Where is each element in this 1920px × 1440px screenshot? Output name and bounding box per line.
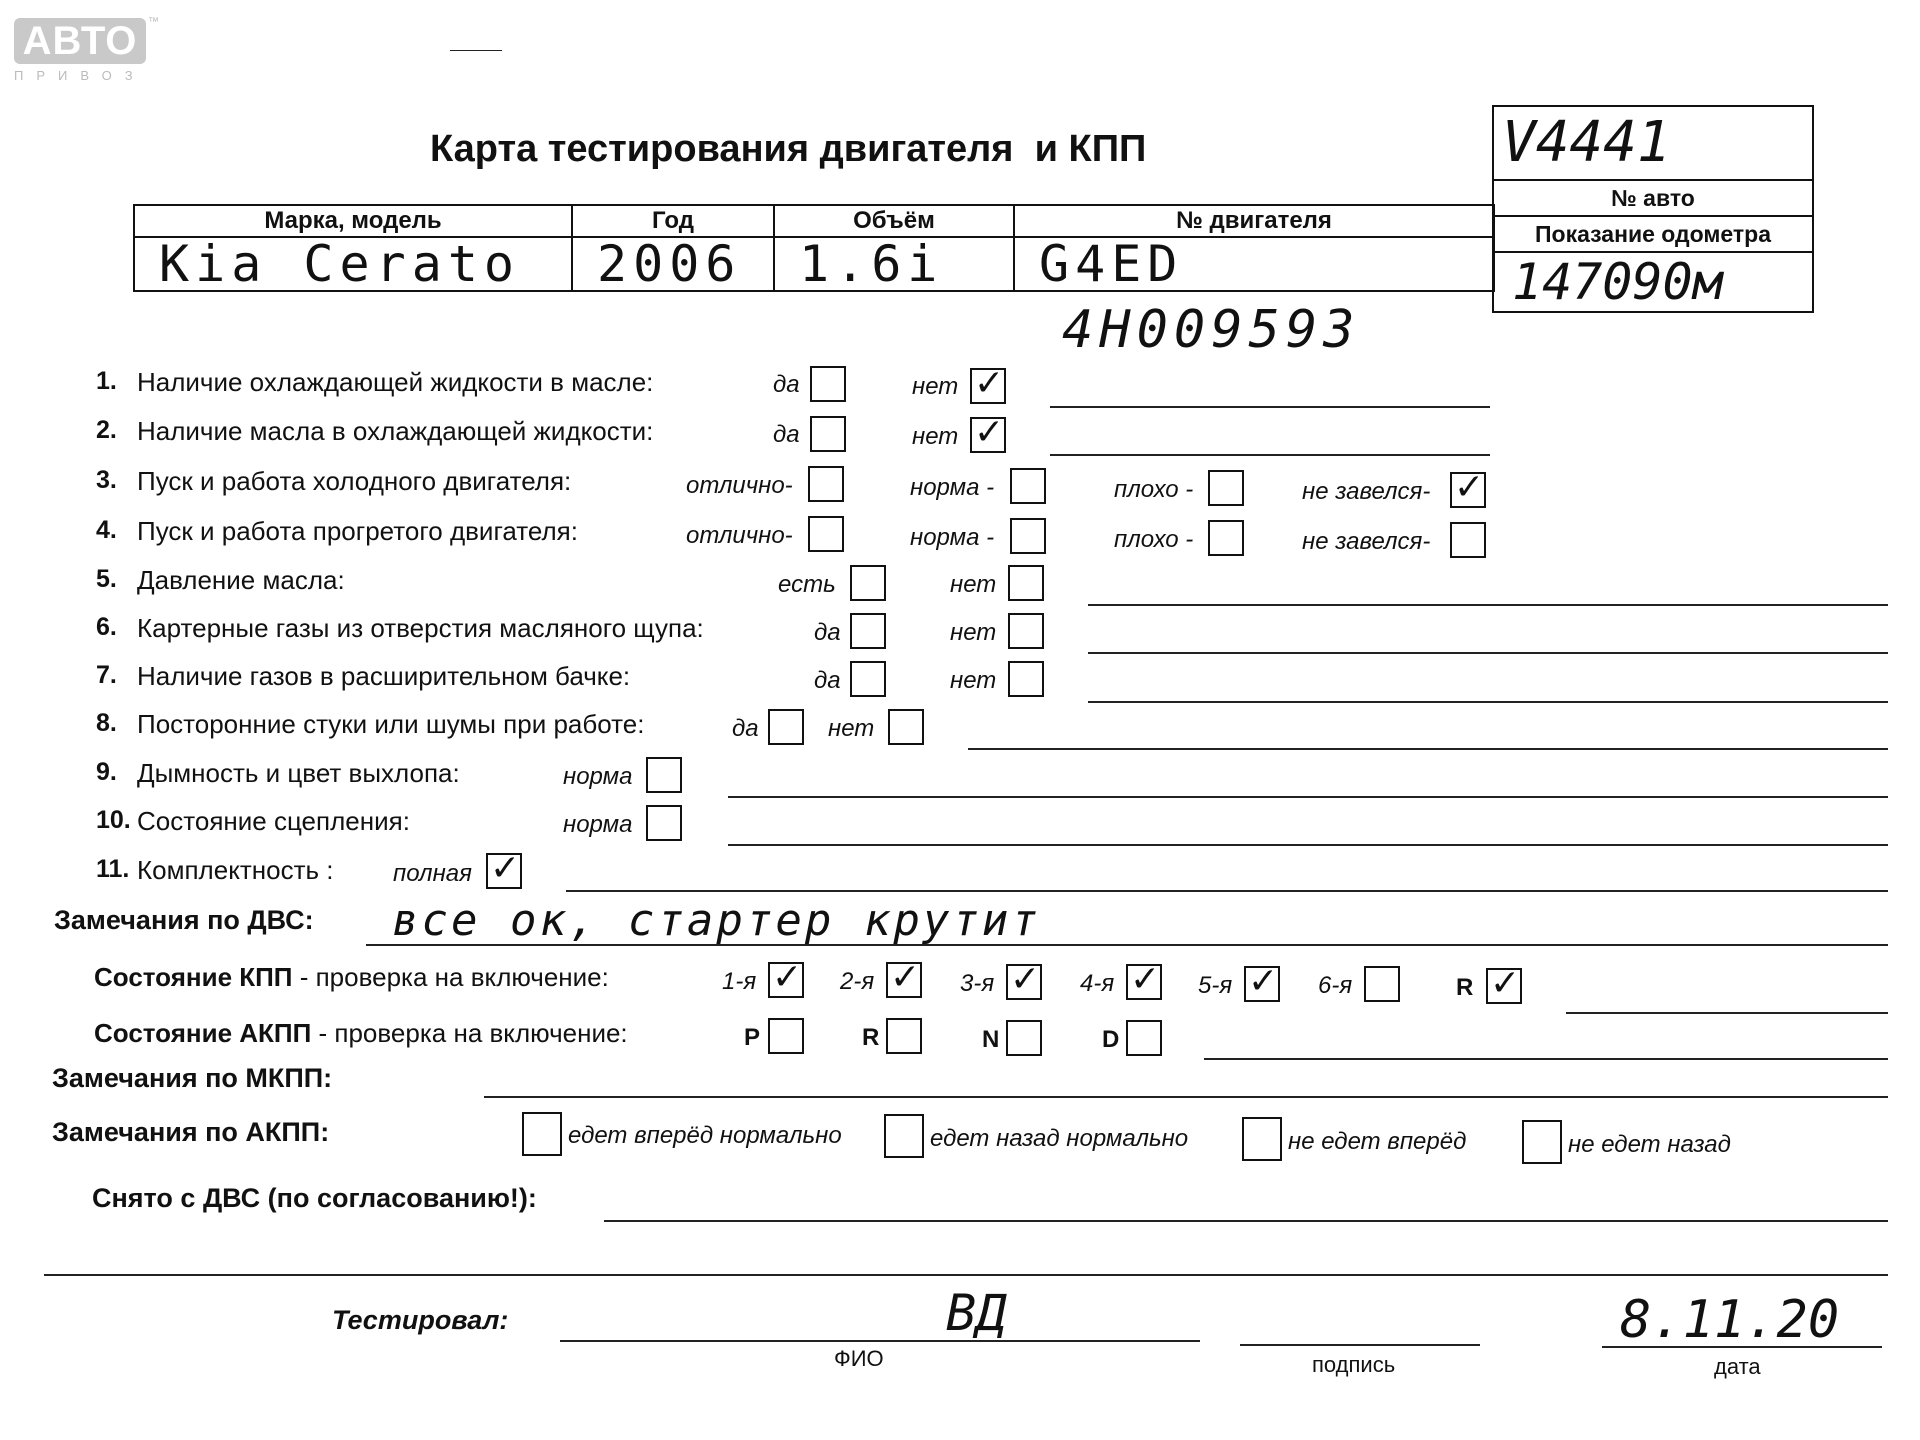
q8-no-checkbox[interactable] xyxy=(888,709,924,745)
car-id-value: V4441 xyxy=(1494,107,1812,181)
q10-normal-checkbox[interactable] xyxy=(646,805,682,841)
check-mark-icon: ✓ xyxy=(1010,959,1041,1000)
dvs-remarks-label: Замечания по ДВС: xyxy=(54,905,314,935)
q3-text: Пуск и работа холодного двигателя: xyxy=(137,466,572,496)
name-caption: ФИО xyxy=(834,1346,884,1371)
q11-full-checkbox[interactable] xyxy=(486,848,522,889)
q9-normal-checkbox[interactable] xyxy=(646,757,682,793)
check-mark-icon: ✓ xyxy=(1248,961,1279,1002)
akpp-backward-ok-checkbox[interactable] xyxy=(884,1114,924,1158)
volume-value: 1.6i xyxy=(799,235,944,293)
removed-line xyxy=(604,1220,1888,1222)
akpp-backward-fail-checkbox[interactable] xyxy=(1522,1120,1562,1164)
akpp-label-bold: Состояние АКПП xyxy=(94,1018,312,1048)
gear-6-checkbox[interactable] xyxy=(1364,966,1400,1002)
gear-2-checkbox[interactable] xyxy=(886,957,922,998)
gear-4-label: 4-я xyxy=(1080,970,1115,997)
check-mark-icon: ✓ xyxy=(1454,467,1485,508)
akpp-n-checkbox[interactable] xyxy=(1006,1020,1042,1056)
q3-bad-checkbox[interactable] xyxy=(1208,470,1244,506)
q2-no-checkbox[interactable] xyxy=(970,412,1006,453)
q9-line xyxy=(728,796,1888,798)
q7-opt-yes: да xyxy=(814,667,841,694)
q10-line xyxy=(728,844,1888,846)
check-mark-icon: ✓ xyxy=(890,957,921,998)
q2-text: Наличие масла в охлаждающей жидкости: xyxy=(137,416,654,446)
gear-1-label: 1-я xyxy=(722,968,757,995)
avto-privoz-logo xyxy=(14,16,159,83)
q3-opt-bad: плохо - xyxy=(1114,476,1194,503)
gear-5-checkbox[interactable] xyxy=(1244,961,1280,1002)
odometer-value: 147090м xyxy=(1512,253,1723,311)
akpp-label-rest: - проверка на включение: xyxy=(311,1018,628,1048)
akpp-r-label: R xyxy=(862,1024,880,1051)
kpp-line xyxy=(1566,1012,1888,1014)
q1-text: Наличие охлаждающей жидкости в масле: xyxy=(137,367,654,397)
q3-normal-checkbox[interactable] xyxy=(1010,468,1046,504)
q8-yes-checkbox[interactable] xyxy=(768,709,804,745)
q1-line xyxy=(1050,406,1490,408)
q8-opt-yes: да xyxy=(732,715,759,742)
q3-opt-normal: норма - xyxy=(910,474,995,501)
q4-nostart-checkbox[interactable] xyxy=(1450,522,1486,558)
akpp-d-label: D xyxy=(1102,1026,1120,1053)
q8-text: Посторонние стуки или шумы при работе: xyxy=(137,709,645,739)
gear-r-checkbox[interactable] xyxy=(1486,963,1522,1004)
logo-text: АВТО xyxy=(14,18,146,64)
q8-number: 8. xyxy=(96,709,117,737)
separator-line xyxy=(44,1274,1888,1276)
q4-number: 4. xyxy=(96,516,117,544)
akpp-remarks-label: Замечания по АКПП: xyxy=(52,1117,330,1147)
engine-code-value: G4ED xyxy=(1039,235,1184,293)
akpp-p-checkbox[interactable] xyxy=(768,1018,804,1054)
q1-opt-no: нет xyxy=(912,373,959,400)
gear-3-label: 3-я xyxy=(960,970,995,997)
check-mark-icon: ✓ xyxy=(974,412,1005,453)
q3-opt-nostart: не завелся- xyxy=(1302,478,1431,505)
q3-excellent-checkbox[interactable] xyxy=(808,466,844,502)
check-mark-icon: ✓ xyxy=(1130,959,1161,1000)
vehicle-header-table xyxy=(133,204,1495,292)
akpp-label xyxy=(94,1018,628,1049)
year-value: 2006 xyxy=(597,235,742,293)
q1-opt-yes: да xyxy=(773,371,800,398)
q6-no-checkbox[interactable] xyxy=(1008,613,1044,649)
q1-no-checkbox[interactable] xyxy=(970,363,1006,404)
q3-number: 3. xyxy=(96,466,117,494)
akpp-forward-fail-checkbox[interactable] xyxy=(1242,1117,1282,1161)
q2-number: 2. xyxy=(96,416,117,444)
q4-normal-checkbox[interactable] xyxy=(1010,518,1046,554)
akpp-d-checkbox[interactable] xyxy=(1126,1020,1162,1056)
removed-label: Снято с ДВС (по согласованию!): xyxy=(92,1183,537,1213)
q4-excellent-checkbox[interactable] xyxy=(808,516,844,552)
mkpp-remarks-line xyxy=(484,1096,1888,1098)
q1-number: 1. xyxy=(96,367,117,395)
q2-yes-checkbox[interactable] xyxy=(810,416,846,452)
check-mark-icon: ✓ xyxy=(1490,963,1521,1004)
check-mark-icon: ✓ xyxy=(974,363,1005,404)
dvs-remarks-line xyxy=(366,944,1888,946)
logo-tm: ™ xyxy=(148,16,159,28)
q4-text: Пуск и работа прогретого двигателя: xyxy=(137,516,578,546)
gear-4-checkbox[interactable] xyxy=(1126,959,1162,1000)
gear-2-label: 2-я xyxy=(840,968,875,995)
gear-r-label: R xyxy=(1456,974,1474,1001)
q8-line xyxy=(968,748,1888,750)
q1-yes-checkbox[interactable] xyxy=(810,366,846,402)
name-line xyxy=(560,1340,1200,1342)
q11-text: Комплектность : xyxy=(137,855,334,885)
akpp-forward-ok-checkbox[interactable] xyxy=(522,1112,562,1156)
kpp-label xyxy=(94,962,609,993)
q7-line xyxy=(1088,701,1888,703)
q2-opt-no: нет xyxy=(912,423,959,450)
q10-text: Состояние сцепления: xyxy=(137,806,410,836)
q8-opt-no: нет xyxy=(828,715,875,742)
check-mark-icon: ✓ xyxy=(772,957,803,998)
q6-opt-yes: да xyxy=(814,619,841,646)
q5-text: Давление масла: xyxy=(137,565,345,595)
col-year: Год xyxy=(573,206,773,238)
q4-opt-bad: плохо - xyxy=(1114,526,1194,553)
q10-number: 10. xyxy=(96,806,131,834)
mkpp-remarks-label: Замечания по МКПП: xyxy=(52,1063,333,1093)
car-no-label: № авто xyxy=(1494,181,1812,217)
top-dash xyxy=(450,50,502,51)
date-value: 8.11.20 xyxy=(1620,1290,1840,1350)
gear-3-checkbox[interactable] xyxy=(1006,959,1042,1000)
logo-subtext: ПРИВОЗ xyxy=(14,68,146,83)
col-make-model: Марка, модель xyxy=(135,206,571,238)
col-volume: Объём xyxy=(775,206,1013,238)
q7-yes-checkbox[interactable] xyxy=(850,661,886,697)
akpp-n-label: N xyxy=(982,1026,1000,1053)
q6-yes-checkbox[interactable] xyxy=(850,613,886,649)
q2-opt-yes: да xyxy=(773,421,800,448)
q3-nostart-checkbox[interactable] xyxy=(1450,467,1486,508)
q5-no-checkbox[interactable] xyxy=(1008,565,1044,601)
tested-by-label: Тестировал: xyxy=(332,1305,509,1335)
kpp-label-rest: - проверка на включение: xyxy=(292,962,609,992)
check-mark-icon: ✓ xyxy=(490,848,521,889)
akpp-backward-fail-label: не едет назад xyxy=(1568,1131,1731,1158)
q11-line xyxy=(566,890,1888,892)
engine-number: 4H009593 xyxy=(1062,300,1361,360)
q9-text: Дымность и цвет выхлопа: xyxy=(137,758,460,788)
q9-number: 9. xyxy=(96,758,117,786)
sign-line xyxy=(1240,1344,1480,1346)
q5-line xyxy=(1088,604,1888,606)
akpp-forward-ok-label: едет вперёд нормально xyxy=(568,1122,842,1149)
sign-caption: подпись xyxy=(1312,1352,1396,1377)
tester-name: ВД xyxy=(946,1284,1007,1342)
gear-6-label: 6-я xyxy=(1318,972,1353,999)
car-info-box xyxy=(1492,105,1814,313)
q9-opt-normal: норма xyxy=(563,763,633,790)
q11-number: 11. xyxy=(96,855,130,883)
q5-number: 5. xyxy=(96,565,117,593)
q5-opt-yes: есть xyxy=(778,571,836,598)
q11-opt-full: полная xyxy=(393,860,472,887)
akpp-p-label: P xyxy=(744,1024,761,1051)
q6-line xyxy=(1088,652,1888,654)
q6-text: Картерные газы из отверстия масляного щупа: xyxy=(137,613,704,643)
odometer-label: Показание одометра xyxy=(1494,217,1812,253)
q10-opt-normal: норма xyxy=(563,811,633,838)
col-engine-no: № двигателя xyxy=(1015,206,1493,238)
q2-line xyxy=(1050,454,1490,456)
akpp-line xyxy=(1204,1058,1888,1060)
akpp-r-checkbox[interactable] xyxy=(886,1018,922,1054)
q4-bad-checkbox[interactable] xyxy=(1208,520,1244,556)
kpp-label-bold: Состояние КПП xyxy=(94,962,293,992)
akpp-backward-ok-label: едет назад нормально xyxy=(930,1125,1189,1152)
q7-number: 7. xyxy=(96,661,117,689)
akpp-forward-fail-label: не едет вперёд xyxy=(1288,1128,1467,1155)
date-caption: дата xyxy=(1714,1354,1761,1379)
q6-opt-no: нет xyxy=(950,619,997,646)
q4-opt-excellent: отлично- xyxy=(686,522,793,549)
q7-text: Наличие газов в расширительном бачке: xyxy=(137,661,631,691)
q4-opt-nostart: не завелся- xyxy=(1302,528,1431,555)
dvs-remarks-value: все ок, стартер крутит xyxy=(392,895,1041,946)
make-model-value: Kia Cerato xyxy=(159,235,521,293)
date-line xyxy=(1602,1346,1882,1348)
q5-yes-checkbox[interactable] xyxy=(850,565,886,601)
gear-1-checkbox[interactable] xyxy=(768,957,804,998)
q4-opt-normal: норма - xyxy=(910,524,995,551)
q3-opt-excellent: отлично- xyxy=(686,472,793,499)
form-title: Карта тестирования двигателя и КПП xyxy=(430,128,1147,170)
gear-5-label: 5-я xyxy=(1198,972,1233,999)
q5-opt-no: нет xyxy=(950,571,997,598)
q6-number: 6. xyxy=(96,613,117,641)
q7-no-checkbox[interactable] xyxy=(1008,661,1044,697)
q7-opt-no: нет xyxy=(950,667,997,694)
